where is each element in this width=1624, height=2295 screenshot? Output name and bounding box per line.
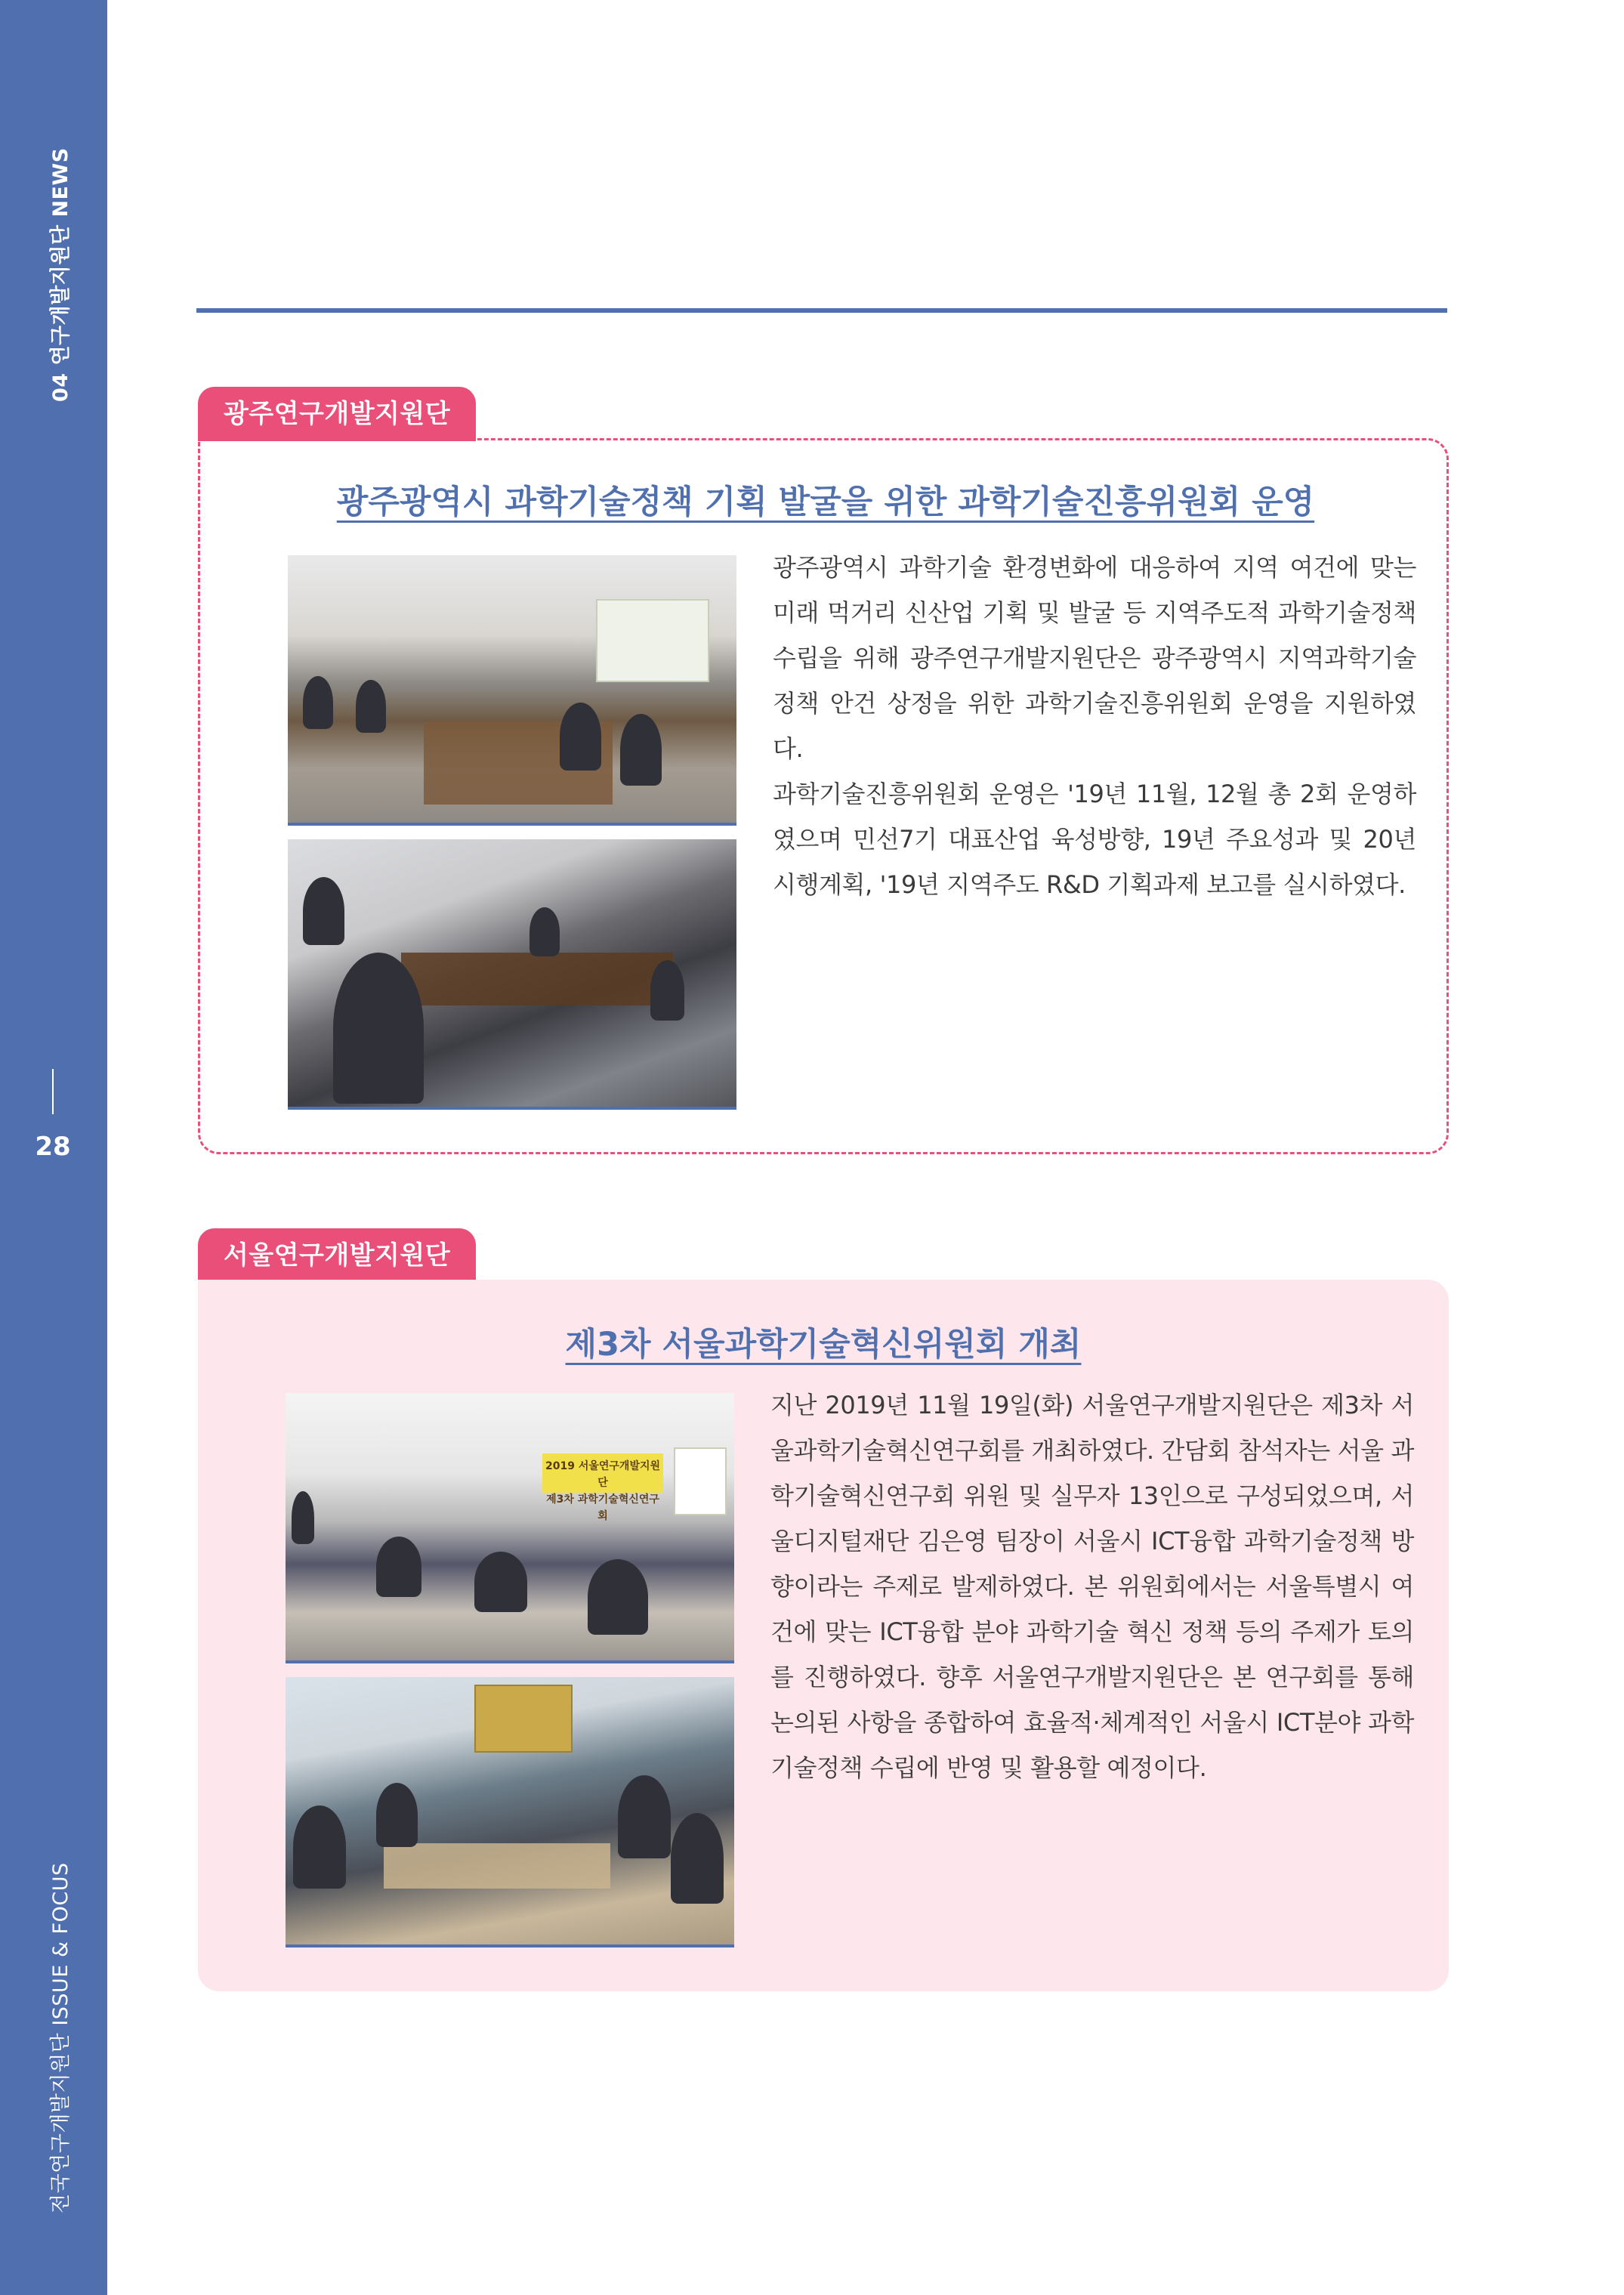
section1-tag: 광주연구개발지원단 xyxy=(198,387,476,441)
section1-body xyxy=(773,545,1416,907)
attendee xyxy=(620,714,662,786)
attendee xyxy=(529,907,560,956)
sidebar-footer-label: 전국연구개발지원단 ISSUE & FOCUS xyxy=(49,1862,73,2213)
attendee xyxy=(618,1775,671,1858)
conference-table xyxy=(401,953,673,1005)
section2-box xyxy=(198,1280,1449,1991)
event-banner-line1: 2019 서울연구개발지원단 xyxy=(545,1460,661,1489)
page-number-tick xyxy=(52,1069,54,1114)
section2-photo-discussion xyxy=(286,1677,734,1948)
presentation-screen xyxy=(674,1447,727,1515)
section2-photo-seminar xyxy=(286,1393,734,1663)
section1-paragraph: 과학기술진흥위원회 운영은 '19년 11월, 12월 총 2회 운영하였으며 민선7기 대표산업 육성방향, 19년 주요성과 및 20년 시행계획, '19년 지역주도 R&D 기획과제 보고를 실시하였다. xyxy=(773,780,1416,899)
attendee xyxy=(303,676,333,729)
section2-title: 제3차 서울과학기술혁신위원회 개최 xyxy=(565,1326,1082,1364)
section1-paragraph: 광주광역시 과학기술 환경변화에 대응하여 지역 여건에 맞는 미래 먹거리 신산업 기획 및 발굴 등 지역주도적 과학기술정책 수립을 위해 광주연구개발지원단은 광주광역시 지역과학기술정책 안건 상정을 위한 과학기술진흥위원회 운영을 지원하였다. xyxy=(773,553,1416,763)
conference-table xyxy=(384,1843,610,1889)
presentation-screen xyxy=(474,1685,573,1753)
sidebar-section-label: 04 연구개발지원단 NEWS xyxy=(49,147,73,402)
attendee xyxy=(303,877,344,945)
page-number: 28 xyxy=(35,1132,71,1162)
attendee xyxy=(560,703,601,771)
attendee xyxy=(333,953,424,1104)
event-banner xyxy=(542,1453,663,1522)
event-banner-line2: 제3차 과학기술혁신연구회 xyxy=(546,1493,659,1522)
section1-title: 광주광역시 과학기술정책 기획 발굴을 위한 과학기술진흥위원회 운영 xyxy=(336,483,1315,521)
section2-paragraph: 지난 2019년 11월 19일(화) 서울연구개발지원단은 제3차 서울과학기술혁신연구회를 개최하였다. 간담회 참석자는 서울 과학기술혁신연구회 위원 및 실무자 13인으로 구성되었으며, 서울디지털재단 김은영 팀장이 서울시 ICT융합 과학기술정책 방향이라는 주제로 발제하였다. 본 위원회에서는 서울특별시 여건에 맞는 ICT융합 분야 과학기술 혁신 정책 등의 주제가 토의를 진행하였다. 향후 서울연구개발지원단은 본 연구회를 통해 논의된 사항을 종합하여 효율적·체계적인 서울시 ICT분야 과학기술정책 수립에 반영 및 활용할 예정이다. xyxy=(770,1391,1414,1782)
attendee xyxy=(376,1783,418,1847)
section1-box xyxy=(198,438,1449,1154)
attendee xyxy=(650,960,684,1021)
section2-tag: 서울연구개발지원단 xyxy=(198,1228,476,1283)
presentation-screen xyxy=(596,599,709,682)
attendee xyxy=(474,1552,527,1612)
top-divider xyxy=(196,308,1447,313)
attendee xyxy=(356,680,386,733)
attendee xyxy=(376,1537,421,1597)
attendee xyxy=(293,1805,346,1889)
attendee xyxy=(671,1813,724,1904)
attendee xyxy=(588,1559,648,1635)
section1-photo-meeting-room xyxy=(288,555,736,826)
section2-body xyxy=(770,1382,1414,1790)
presenter xyxy=(292,1491,314,1544)
sidebar xyxy=(0,0,107,2295)
section1-photo-roundtable xyxy=(288,839,736,1110)
